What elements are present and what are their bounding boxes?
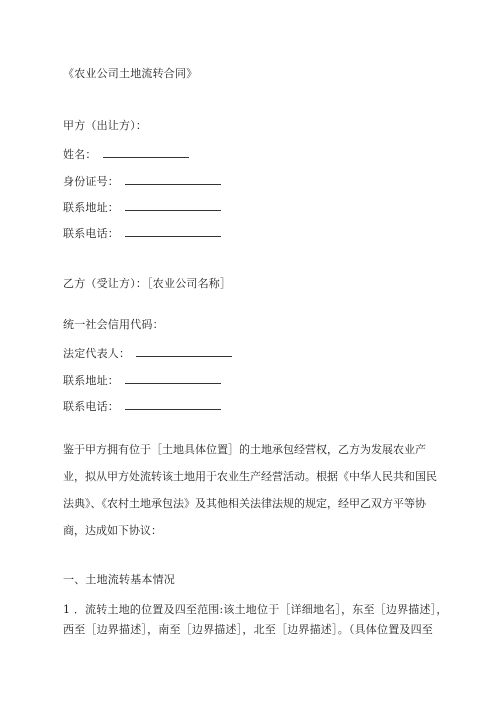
party-a-address-blank xyxy=(125,199,221,211)
party-b-address-row xyxy=(63,372,221,388)
section-1-heading: 一、土地流转基本情况 xyxy=(63,573,175,586)
preamble-line: 业，拟从甲方处流转该土地用于农业生产经营活动。根据《中华人民共和国民 xyxy=(63,470,437,483)
party-b-address-label: 联系地址： xyxy=(63,374,119,387)
document-title: 《农业公司土地流转合同》 xyxy=(63,67,198,80)
party-b-phone-label: 联系电话： xyxy=(63,400,119,413)
party-a-address-label: 联系地址： xyxy=(63,201,119,214)
party-a-phone-blank xyxy=(125,225,221,237)
preamble-line: 鉴于甲方拥有位于［土地具体位置］的土地承包经营权，乙方为发展农业产 xyxy=(63,443,426,456)
party-b-credit-row: 统一社会信用代码： xyxy=(63,318,164,331)
section-1-item-1-line-1: 1 ．流转土地的位置及四至范围:该土地位于［详细地名］，东至［边界描述］， xyxy=(63,603,448,616)
party-a-phone-row xyxy=(63,225,221,241)
party-a-phone-label: 联系电话： xyxy=(63,227,119,240)
section-1-item-1-line-2: 西至［边界描述］，南至［边界描述］，北至［边界描述］。（具体位置及四至 xyxy=(63,623,433,636)
party-b-heading: 乙方（受让方）：［农业公司名称］ xyxy=(63,277,232,290)
party-b-rep-label: 法定代表人： xyxy=(63,347,131,360)
party-b-phone-row xyxy=(63,398,221,414)
party-a-id-label: 身份证号： xyxy=(63,175,119,188)
party-a-name-row xyxy=(63,146,189,162)
preamble-line: 商，达成如下协议： xyxy=(63,524,162,537)
party-a-heading: 甲方（出让方）： xyxy=(63,119,148,132)
party-a-name-blank xyxy=(103,146,189,158)
party-b-rep-blank xyxy=(136,345,232,357)
party-a-name-label: 姓名： xyxy=(63,148,97,161)
party-b-rep-row xyxy=(63,345,232,361)
party-a-id-row xyxy=(63,173,221,189)
preamble-paragraph xyxy=(63,436,443,544)
party-b-address-blank xyxy=(125,372,221,384)
party-a-address-row xyxy=(63,199,221,215)
party-b-phone-blank xyxy=(125,398,221,410)
party-a-id-blank xyxy=(125,173,221,185)
preamble-line: 法典》、《农村土地承包法》及其他相关法律法规的规定，经甲乙双方平等协 xyxy=(63,497,426,510)
